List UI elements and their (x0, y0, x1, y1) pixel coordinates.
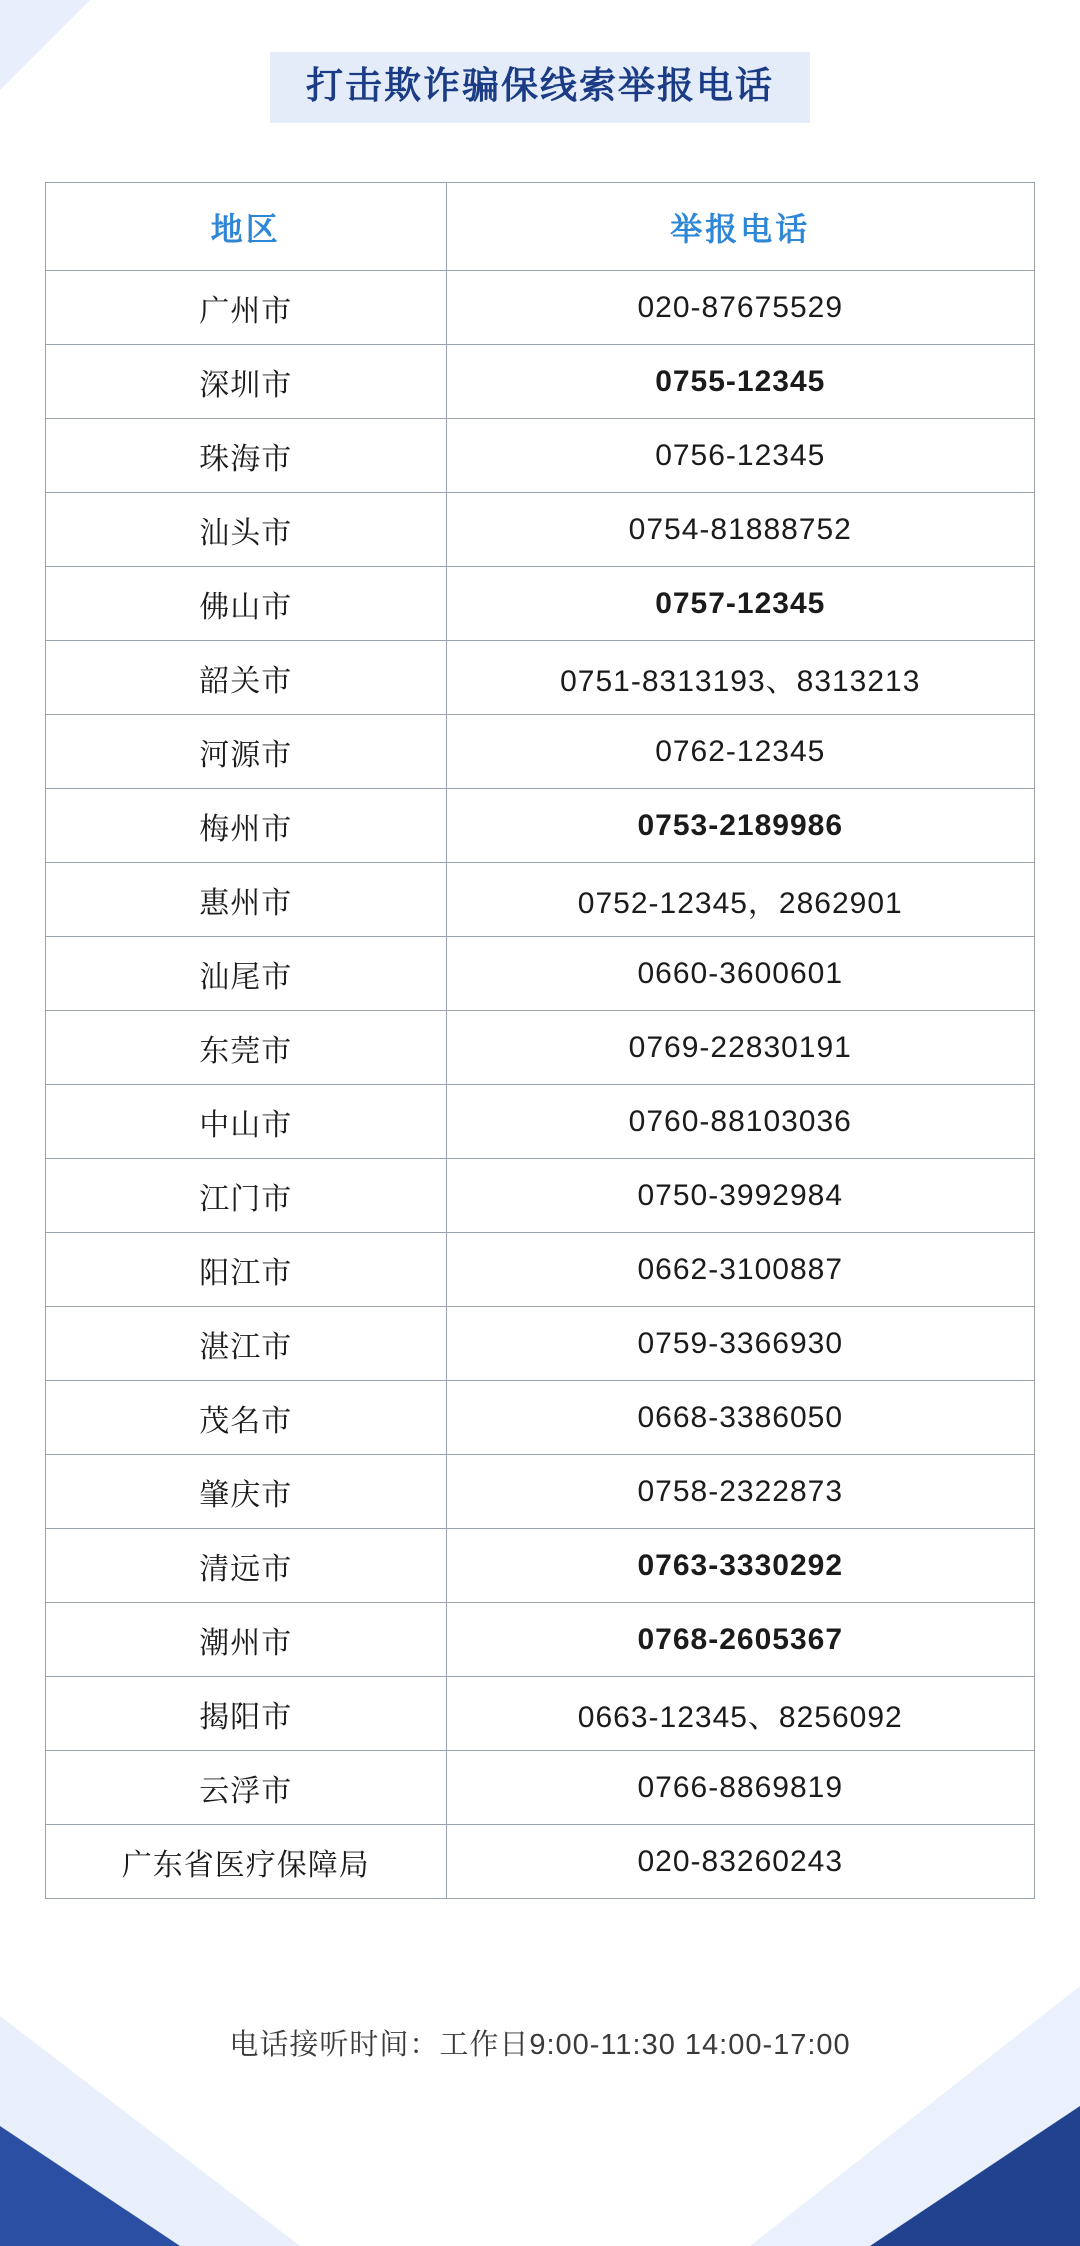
page-title: 打击欺诈骗保线索举报电话 (270, 52, 810, 123)
table-row (46, 863, 1035, 937)
cell-phone: 0769-22830191 (446, 1011, 1034, 1085)
cell-phone: 0758-2322873 (446, 1455, 1034, 1529)
cell-phone: 020-87675529 (446, 271, 1034, 345)
cell-region: 揭阳市 (46, 1677, 447, 1751)
cell-region: 潮州市 (46, 1603, 447, 1677)
cell-phone: 0663-12345、8256092 (446, 1677, 1034, 1751)
cell-phone: 0759-3366930 (446, 1307, 1034, 1381)
table-row (46, 345, 1035, 419)
cell-region: 云浮市 (46, 1751, 447, 1825)
cell-phone: 0750-3992984 (446, 1159, 1034, 1233)
table-row (46, 1529, 1035, 1603)
cell-region: 广州市 (46, 271, 447, 345)
cell-phone: 0768-2605367 (446, 1603, 1034, 1677)
table-row (46, 789, 1035, 863)
cell-phone: 0751-8313193、8313213 (446, 641, 1034, 715)
cell-phone: 0756-12345 (446, 419, 1034, 493)
table-row (46, 1825, 1035, 1899)
table-row (46, 937, 1035, 1011)
table-row (46, 271, 1035, 345)
table-row (46, 1603, 1035, 1677)
cell-region: 肇庆市 (46, 1455, 447, 1529)
cell-phone: 0662-3100887 (446, 1233, 1034, 1307)
cell-region: 河源市 (46, 715, 447, 789)
title-banner (0, 52, 1080, 123)
cell-region: 惠州市 (46, 863, 447, 937)
table-row (46, 567, 1035, 641)
cell-region: 湛江市 (46, 1307, 447, 1381)
table-row (46, 493, 1035, 567)
cell-phone: 020-83260243 (446, 1825, 1034, 1899)
cell-region: 清远市 (46, 1529, 447, 1603)
table-row (46, 1381, 1035, 1455)
cell-region: 韶关市 (46, 641, 447, 715)
table-body (46, 271, 1035, 1899)
table-row (46, 1159, 1035, 1233)
cell-region: 茂名市 (46, 1381, 447, 1455)
decoration-bottom-left-dark-triangle (0, 2126, 180, 2246)
cell-phone: 0668-3386050 (446, 1381, 1034, 1455)
cell-region: 梅州市 (46, 789, 447, 863)
cell-phone: 0757-12345 (446, 567, 1034, 641)
column-header-phone: 举报电话 (446, 183, 1034, 271)
cell-region: 佛山市 (46, 567, 447, 641)
table-row (46, 1455, 1035, 1529)
table-row (46, 1751, 1035, 1825)
cell-region: 中山市 (46, 1085, 447, 1159)
table-head (46, 183, 1035, 271)
cell-phone: 0753-2189986 (446, 789, 1034, 863)
cell-region: 东莞市 (46, 1011, 447, 1085)
cell-region: 阳江市 (46, 1233, 447, 1307)
hotline-table-container (45, 182, 1035, 1899)
cell-region: 深圳市 (46, 345, 447, 419)
cell-phone: 0752-12345，2862901 (446, 863, 1034, 937)
cell-phone: 0762-12345 (446, 715, 1034, 789)
table-header-row (46, 183, 1035, 271)
hotline-table (45, 182, 1035, 1899)
table-row (46, 1011, 1035, 1085)
cell-region: 珠海市 (46, 419, 447, 493)
cell-phone: 0660-3600601 (446, 937, 1034, 1011)
cell-phone: 0766-8869819 (446, 1751, 1034, 1825)
table-row (46, 1085, 1035, 1159)
cell-phone: 0763-3330292 (446, 1529, 1034, 1603)
footnote-text: 电话接听时间：工作日9:00-11:30 14:00-17:00 (229, 2029, 851, 2061)
decoration-bottom-right-dark-triangle (870, 2106, 1080, 2246)
cell-region: 汕尾市 (46, 937, 447, 1011)
table-row (46, 641, 1035, 715)
table-row (46, 1307, 1035, 1381)
cell-region: 汕头市 (46, 493, 447, 567)
table-row (46, 1233, 1035, 1307)
cell-region: 广东省医疗保障局 (46, 1825, 447, 1899)
column-header-region: 地区 (46, 183, 447, 271)
table-row (46, 715, 1035, 789)
cell-region: 江门市 (46, 1159, 447, 1233)
cell-phone: 0760-88103036 (446, 1085, 1034, 1159)
table-row (46, 419, 1035, 493)
cell-phone: 0755-12345 (446, 345, 1034, 419)
cell-phone: 0754-81888752 (446, 493, 1034, 567)
table-row (46, 1677, 1035, 1751)
